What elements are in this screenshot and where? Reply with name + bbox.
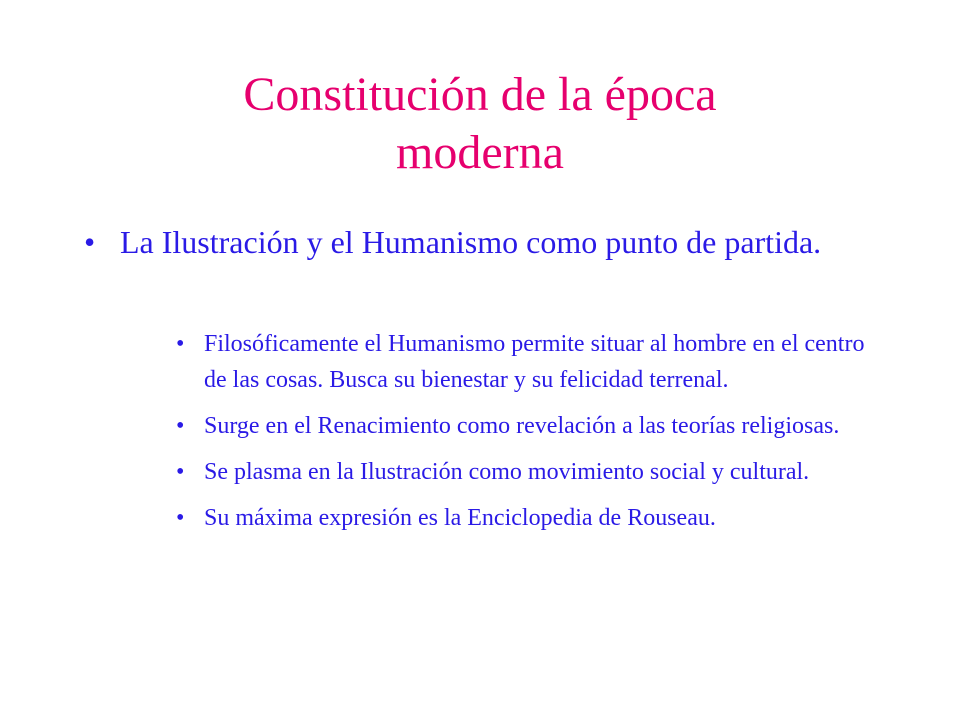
title-line-1: Constitución de la época [243, 68, 717, 121]
sub-bullet-list [176, 326, 876, 546]
sub-bullet-item [176, 408, 876, 444]
main-bullet-text: La Ilustración y el Humanismo como punto de partida. [120, 224, 822, 260]
bullet-marker: • [176, 331, 185, 357]
sub-bullet-item [176, 500, 876, 536]
slide-title [100, 66, 860, 182]
sub-bullet-item [176, 454, 876, 490]
sub-bullet-text: Surge en el Renacimiento como revelación a las teorías religiosas. [204, 413, 840, 439]
sub-bullet-text: Su máxima expresión es la Enciclopedia de Rouseau. [204, 505, 716, 531]
title-line-2: moderna [396, 126, 564, 179]
sub-bullet-text: Se plasma en la Ilustración como movimiento social y cultural. [204, 459, 810, 485]
bullet-marker: • [176, 413, 185, 439]
main-bullet [84, 220, 884, 264]
sub-bullet-text: Filosóficamente el Humanismo permite situar al hombre en el centro de las cosas. Busca su bienestar y su felicidad terrenal. [204, 331, 865, 393]
bullet-marker: • [176, 459, 185, 485]
bullet-marker: • [176, 505, 185, 531]
bullet-marker: • [84, 224, 96, 260]
sub-bullet-item [176, 326, 876, 398]
